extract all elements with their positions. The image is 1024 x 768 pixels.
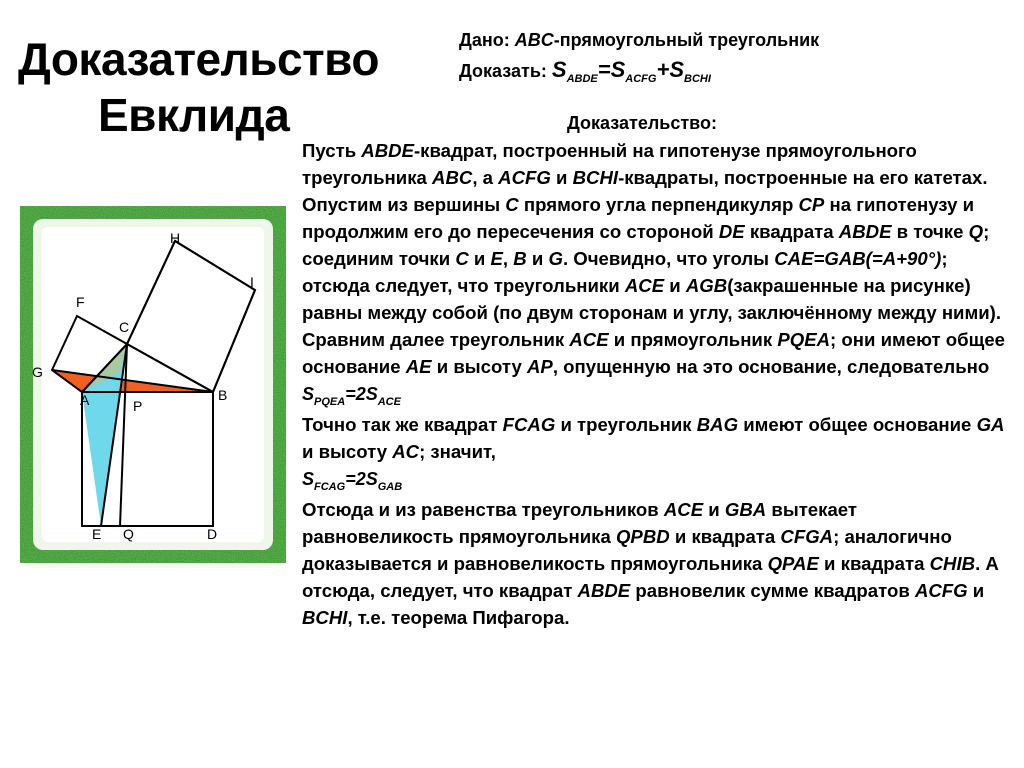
text-run: и квадрата (818, 553, 930, 574)
text-run: прямого угла перпендикуляр (518, 194, 799, 215)
text-run: ; отсюда следует, что треугольники (302, 248, 948, 296)
math-term: E (490, 248, 503, 269)
text-run: ; значит, (419, 441, 496, 462)
math-term: ACFG (914, 580, 968, 601)
given-triangle-name: ABC (514, 30, 554, 50)
math-term: QPBD (615, 526, 670, 547)
text-run: (закрашенные на рисунке) равны между собой (по двум сторонам и углу, заключённому между ними). Сравним далее треугольник (302, 275, 1002, 350)
label-h: H (170, 230, 181, 246)
text-run: ; соединим точки (302, 221, 990, 269)
text-run: . Очевидно, что уголы (562, 248, 775, 269)
math-term: ABDE (577, 580, 631, 601)
label-g: G (32, 364, 43, 380)
math-term: QPAE (767, 553, 819, 574)
math-term: ACE (663, 499, 704, 520)
math-term: FCAG (502, 414, 556, 435)
formula-symbol: S (302, 469, 315, 489)
math-term: ACFG (498, 167, 551, 188)
text-run: квадрата (744, 221, 839, 242)
label-f: F (76, 294, 85, 310)
math-term: AE (405, 356, 432, 377)
given-line (459, 25, 819, 55)
formula-symbol: S (302, 384, 315, 404)
text-run: и (703, 499, 725, 520)
math-term: CP (798, 194, 825, 215)
area-symbol: S (551, 57, 567, 82)
math-term: Q (968, 221, 984, 242)
formula-2 (302, 466, 402, 496)
math-term: BCHI (302, 607, 348, 628)
equals-sign: = (597, 57, 611, 82)
prove-label: Доказать: (459, 61, 547, 81)
text-run: на гипотенузу и продолжим его до пересечения со стороной (302, 194, 975, 242)
proof-paragraph-2 (302, 411, 1006, 465)
math-term: ACE (569, 329, 609, 350)
slide-title-line1: Доказательство (18, 33, 379, 85)
proof-heading: Доказательство: (567, 113, 717, 133)
text-run: и (550, 167, 573, 188)
label-e: E (92, 526, 102, 542)
plus-sign: + (656, 57, 670, 82)
text-run: ; они имеют общее основание (302, 329, 1006, 377)
math-term: BCHI (572, 167, 619, 188)
given-block (459, 25, 819, 89)
math-term: C (505, 194, 519, 215)
proof-paragraph-1 (302, 137, 1006, 380)
text-run: и (664, 275, 686, 296)
text-run: и прямоугольник (608, 329, 778, 350)
proof-body (302, 137, 1006, 631)
text-run: Точно так же квадрат (302, 414, 503, 435)
math-term: ACE (624, 275, 665, 296)
math-term: DE (718, 221, 745, 242)
math-term: C (455, 248, 469, 269)
math-term: CHIB (929, 553, 976, 574)
text-run: ; аналогично доказывается и равновеликость прямоугольника (302, 526, 952, 574)
text-run: и (967, 580, 985, 601)
slide-title-line2: Евклида (98, 89, 290, 141)
prove-line (459, 55, 819, 89)
area-symbol: S (669, 57, 685, 82)
area-subscript: ACFG (625, 73, 657, 85)
text-run: -квадраты, построенные на его катетах. Опустим из вершины (302, 167, 988, 215)
figure-svg (20, 206, 286, 563)
text-run: -квадрат, построенный на гипотенузе прямоугольного треугольника (302, 140, 917, 188)
formula-subscript: FCAG (314, 481, 346, 493)
math-term: PQEA (777, 329, 831, 350)
formula-subscript: PQEA (314, 396, 346, 408)
math-term: B (513, 248, 527, 269)
proof-paragraph-3 (302, 496, 1006, 631)
area-symbol: S (610, 57, 626, 82)
math-term: AGB (685, 275, 728, 296)
math-term: ABDE (838, 221, 892, 242)
area-subscript: BCHI (684, 73, 711, 85)
formula-subscript: GAB (377, 481, 403, 493)
given-text: -прямоугольный треугольник (553, 30, 820, 50)
label-c: C (119, 319, 130, 335)
math-term: CAE=GAB(=A+90°) (774, 248, 942, 269)
math-term: AC (392, 441, 420, 462)
text-run: и высоту (302, 441, 393, 462)
text-run: , т.е. теорема Пифагора. (347, 607, 570, 628)
text-run: в точке (891, 221, 969, 242)
math-term: G (548, 248, 563, 269)
formula-1 (302, 381, 401, 411)
text-run: . А отсюда, следует, что квадрат (302, 553, 999, 601)
area-subscript: ABDE (566, 73, 598, 85)
text-run: и (526, 248, 549, 269)
math-term: GBA (724, 499, 767, 520)
label-a: A (80, 392, 90, 408)
text-run: имеют общее основание (738, 414, 977, 435)
text-run: вытекает равновеликость прямоугольника (302, 499, 857, 547)
text-run: и квадрата (669, 526, 781, 547)
text-run: , опущенную на это основание, следовательно (552, 356, 990, 377)
math-term: ABC (432, 167, 473, 188)
math-term: AP (526, 356, 553, 377)
formula-middle: =2S (345, 469, 378, 489)
euclid-proof-figure (20, 206, 286, 563)
math-term: CFGA (780, 526, 834, 547)
text-run: , а (472, 167, 499, 188)
math-term: BAG (696, 414, 739, 435)
text-run: и высоту (431, 356, 527, 377)
text-run: и треугольник (555, 414, 697, 435)
label-q: Q (123, 526, 134, 542)
text-run: , (502, 248, 514, 269)
formula-subscript: ACE (377, 396, 401, 408)
label-d: D (207, 526, 218, 542)
given-label: Дано: (459, 30, 510, 50)
label-i: I (250, 274, 254, 290)
text-run: и (468, 248, 491, 269)
text-run: Отсюда и из равенства треугольников (302, 499, 664, 520)
text-run: Пусть (302, 140, 362, 161)
math-term: ABDE (361, 140, 414, 161)
math-term: GA (976, 414, 1005, 435)
formula-middle: =2S (345, 384, 378, 404)
label-p: P (133, 398, 143, 414)
text-run: равновелик сумме квадратов (630, 580, 915, 601)
label-b: B (218, 387, 228, 403)
